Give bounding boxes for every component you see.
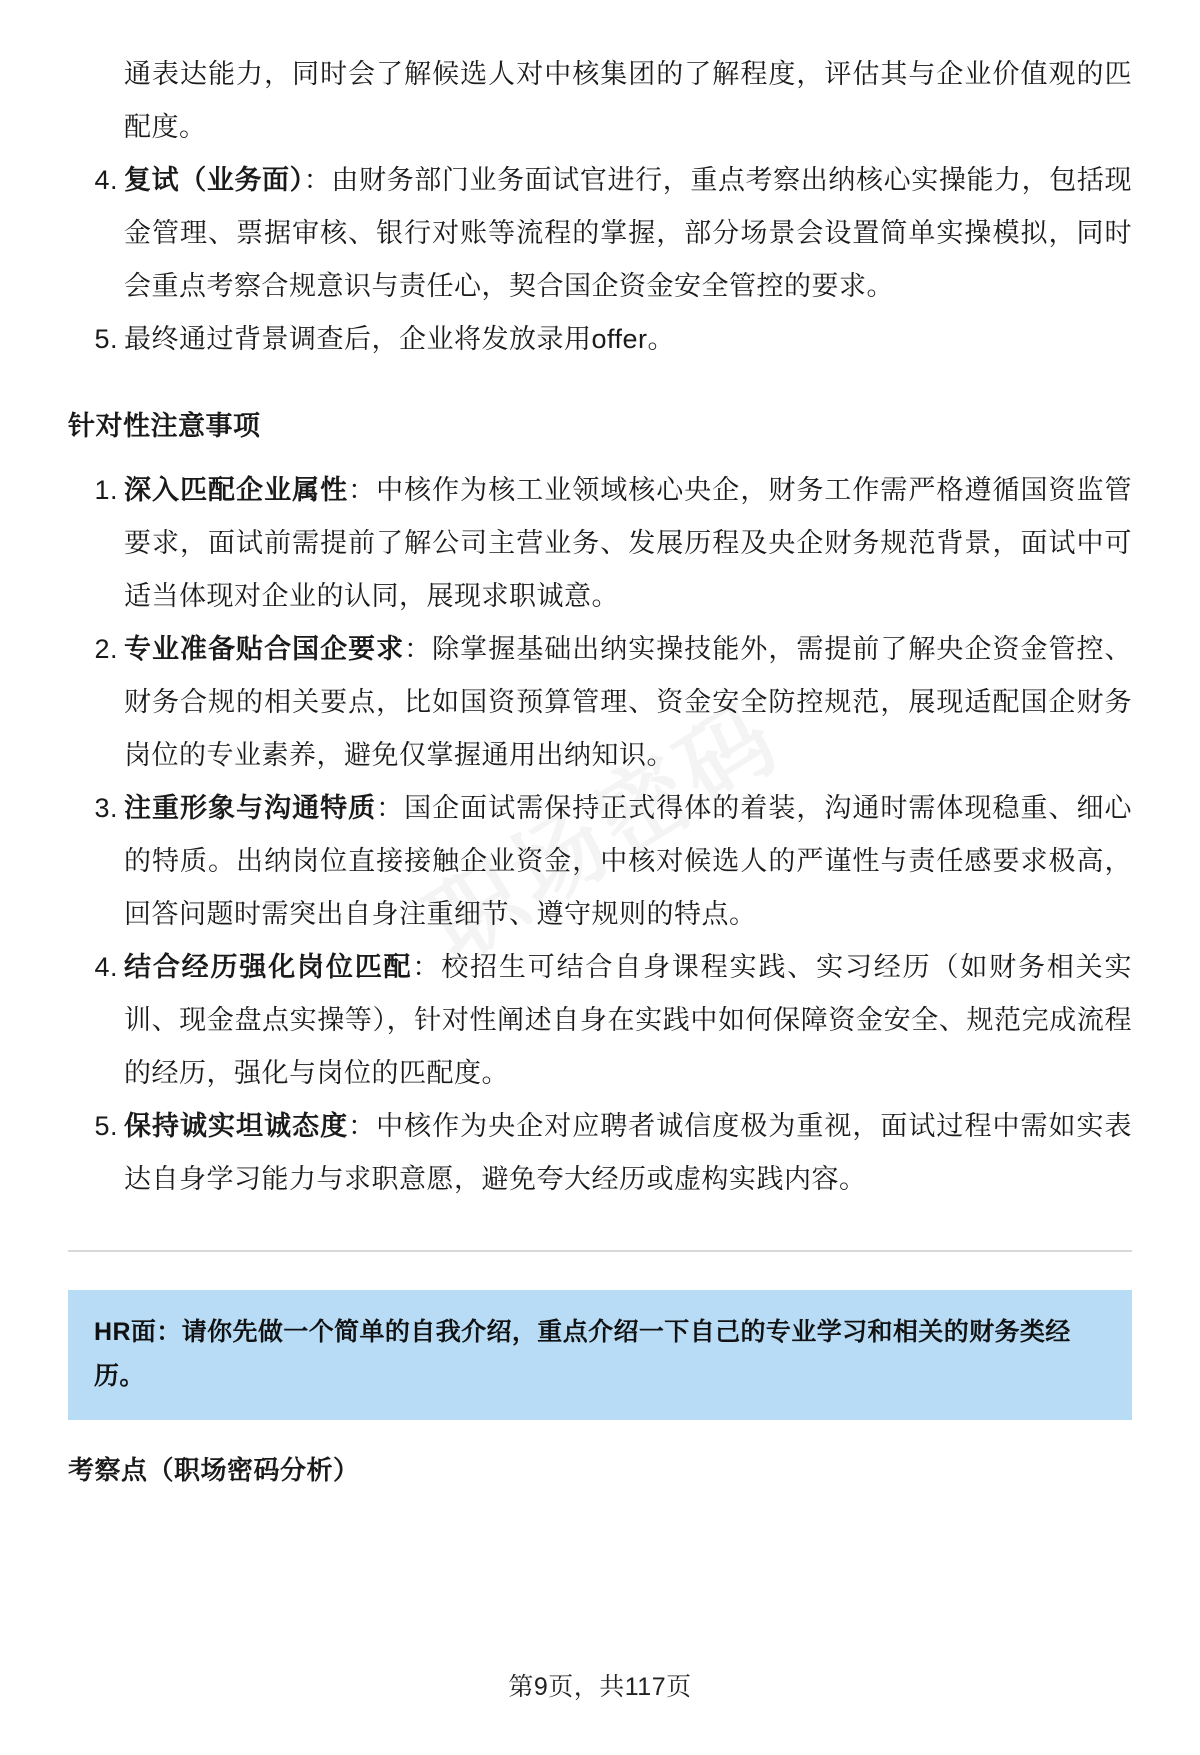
list-marker: 5.	[94, 1111, 118, 1141]
section-title: 针对性注意事项	[68, 411, 261, 441]
list-item-text: ：国企面试需保持正式得体的着装，沟通时需体现稳重、细心的特质。出纳岗位直接接触企业资金，中核对候选人的严谨性与责任感要求极高，回答问题时需突出自身注重细节、遵守规则的特点。	[124, 793, 1133, 929]
list-item-text: 最终通过背景调查后，企业将发放录用offer。	[124, 324, 676, 354]
list-item-bold: 注重形象与沟通特质	[124, 793, 377, 823]
list-marker: 2.	[94, 634, 118, 664]
list-marker: 1.	[94, 475, 118, 505]
page-content	[68, 48, 1132, 1490]
list-item-text: ：校招生可结合自身课程实践、实习经历（如财务相关实训、现金盘点实操等），针对性阐述自身在实践中如何保障资金安全、规范完成流程的经历，强化与岗位的匹配度。	[124, 952, 1133, 1088]
section-divider	[68, 1250, 1132, 1252]
list-item-bold: 结合经历强化岗位匹配	[124, 952, 413, 982]
list-item-text: ：由财务部门业务面试官进行，重点考察出纳核心实操能力，包括现金管理、票据审核、银行对账等流程的掌握，部分场景会设置简单实操模拟，同时会重点考察合规意识与责任心，契合国企资金安全管控的要求。	[124, 165, 1133, 301]
list-item	[68, 1100, 1132, 1206]
list-marker: 4.	[94, 952, 118, 982]
list-item-bold: 保持诚实坦诚态度	[124, 1111, 349, 1141]
intro-paragraph: 通表达能力，同时会了解候选人对中核集团的了解程度，评估其与企业价值观的匹配度。	[124, 59, 1132, 142]
list-marker: 4.	[94, 165, 118, 195]
analysis-subtitle: 考察点（职场密码分析）	[68, 1455, 360, 1485]
list-item-bold: 专业准备贴合国企要求	[124, 634, 405, 664]
list-item	[68, 313, 1132, 366]
notice-list	[68, 464, 1132, 1206]
list-item-bold: 复试（业务面）	[124, 165, 304, 195]
list-marker: 5.	[94, 324, 118, 354]
list-item	[68, 623, 1132, 782]
list-item-text: ：除掌握基础出纳实操技能外，需提前了解央企资金管控、财务合规的相关要点，比如国资预算管理、资金安全防控规范，展现适配国企财务岗位的专业素养，避免仅掌握通用出纳知识。	[124, 634, 1133, 770]
list-item	[68, 941, 1132, 1100]
list-item	[68, 782, 1132, 941]
page-footer: 第9页，共117页	[508, 1673, 692, 1701]
list-item-bold: 深入匹配企业属性	[124, 475, 349, 505]
list-item-text: ：中核作为央企对应聘者诚信度极为重视，面试过程中需如实表达自身学习能力与求职意愿，避免夸大经历或虚构实践内容。	[124, 1111, 1133, 1194]
list-item	[68, 464, 1132, 623]
list-item	[68, 154, 1132, 313]
process-list	[68, 154, 1132, 366]
question-callout: HR面：请你先做一个简单的自我介绍，重点介绍一下自己的专业学习和相关的财务类经历。	[68, 1290, 1132, 1420]
list-marker: 3.	[94, 793, 118, 823]
list-item-text: ：中核作为核工业领域核心央企，财务工作需严格遵循国资监管要求，面试前需提前了解公司主营业务、发展历程及央企财务规范背景，面试中可适当体现对企业的认同，展现求职诚意。	[124, 475, 1133, 611]
